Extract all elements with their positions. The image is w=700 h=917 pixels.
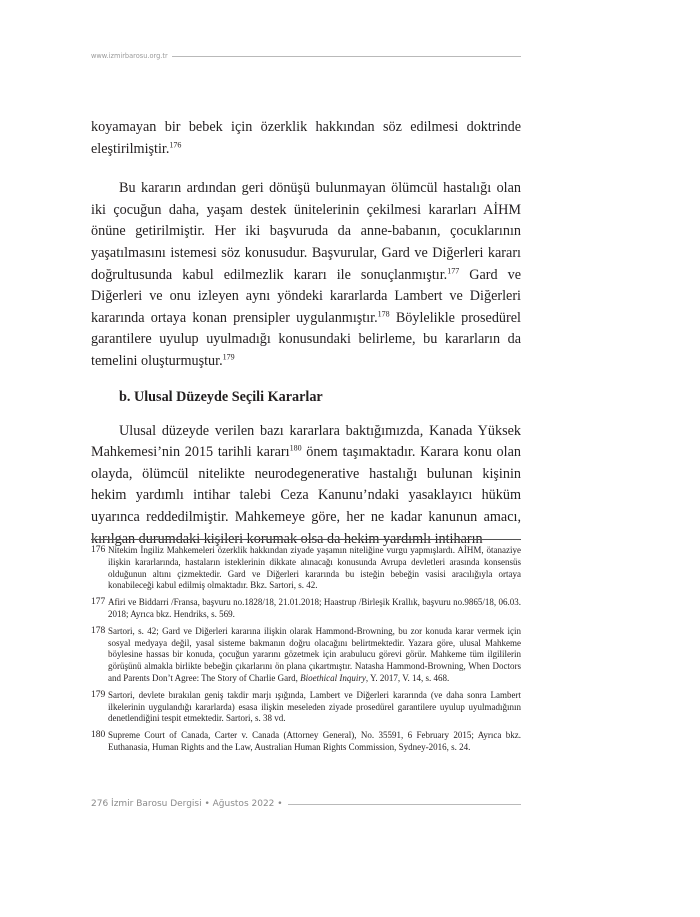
footnote-ref-178[interactable]: 178 (377, 309, 390, 319)
footnote-179 (91, 690, 521, 725)
paragraph-1-text: koyamayan bir bebek için özerklik hakkından söz edilmesi doktrinde eleştirilmiştir. (91, 119, 521, 157)
footnote-180 (91, 730, 521, 754)
footnote-text: Afiri ve Biddarri /Fransa, başvuru no.1828/18, 21.01.2018; Haastrup /Birleşik Krallık, başvuru no.9865/18, 06.03. 2018; Ayrıca bkz. Hendriks, s. 569. (108, 597, 521, 619)
paragraph-2-text-a: Bu kararın ardından geri dönüşü bulunmayan ölümcül hastalığı olan iki çocuğun daha, yaşam destek ünitelerinin çekilmesi kararları AİHM önüne getirilmiştir. Her iki başvuruda da anne-babanın, çocuklarının yaşatılmasını istemesi söz konusudur. Başvurular, Gard ve Diğerleri kararı doğrultusunda kabul edilmezlik kararı ile sonuçlanmıştır. (91, 180, 521, 283)
main-text (91, 117, 521, 550)
paragraph-3-text-b: önem taşımaktadır. Karara konu olan olayda, ölümcül nitelikte neurodegenerative hastalığı bulunan kişinin hekim yardımlı intihar talebi Ceza Kanunu’ndaki yasaklayıcı hüküm uyarınca reddedilmiştir. Mahkemeye göre, her ne kadar kanunun amacı, kırılgan durumdaki kişileri korumak olsa da hekim yardımlı intiharın (91, 444, 521, 547)
page-footer (91, 799, 521, 809)
section-heading: b. Ulusal Düzeyde Seçili Kararlar (119, 388, 323, 405)
site-url-text: www.izmirbarosu.org.tr (91, 52, 168, 60)
footnote-text-container (108, 626, 521, 685)
footnote-text: Nitekim İngiliz Mahkemeleri özerklik hakkından ziyade yaşamın niteliğine vurgu yapmışlardı. AİHM, ötanaziye ilişkin kararlarında, hastaların isteklerinin dikkate alınacağı konusunda Avrupa devletleri arasında konsensüs olduğunun altını çizmektedir. Gard ve Diğerleri kararında bu isteğin bebeğin vasisi aracılığıyla ortaya konabileceği kabul edilmiş olmaktadır. Bkz. Sartori, s. 42. (108, 545, 521, 591)
footnote-number: 177 (91, 597, 106, 608)
paragraph-2 (91, 178, 521, 372)
paragraph-3-text-a: Ulusal düzeyde verilen bazı kararlara baktığımızda, Kanada Yüksek Mahkemesi’nin 2015 tarihli kararı (91, 422, 521, 461)
header-site-url (91, 52, 521, 60)
footnote-text: Supreme Court of Canada, Carter v. Canada (Attorney General), No. 35591, 6 February 2015; Ayrıca bkz. Euthanasia, Human Rights and the Law, Australian Human Rights Commission, Sydney-2016, s. 24. (108, 730, 521, 752)
footnote-ref-179[interactable]: 179 (222, 352, 235, 362)
paragraph-2-text-b: Gard ve Diğerleri ve onu izleyen aynı yöndeki kararlarda Lambert ve Diğerleri kararında ortaya konan prensipler uygulanmıştır. (91, 266, 521, 326)
footnote-number: 176 (91, 545, 106, 555)
footer-rule (288, 804, 521, 805)
footnote-journal-title: Bioethical Inquiry (300, 672, 366, 683)
footnote-number: 178 (91, 625, 106, 636)
footnote-ref-180[interactable]: 180 (289, 443, 302, 453)
footnotes (91, 545, 521, 759)
footnote-number: 179 (91, 689, 106, 700)
footer-text: 276 İzmir Barosu Dergisi • Ağustos 2022 • (91, 799, 283, 809)
footnote-number: 180 (91, 730, 106, 741)
header-rule (172, 56, 521, 57)
footnote-176 (91, 545, 521, 592)
footnote-177 (91, 597, 521, 621)
footnote-ref-176[interactable]: 176 (169, 139, 182, 149)
footnote-ref-177[interactable]: 177 (447, 265, 460, 275)
paragraph-3 (91, 421, 521, 551)
footnote-divider (91, 539, 521, 540)
footnote-text: Sartori, devlete bırakılan geniş takdir marjı ışığında, Lambert ve Diğerleri kararında (ve daha sonra Lambert ilkelerinin uygulandığı kararlarda) esasa ilişkin meseleden ziyade prosedürel garantilere uyulup uyulmadığının denetlendiğini tespit etmektedir. Sartori, s. 38 vd. (108, 689, 521, 724)
footnote-178 (91, 626, 521, 685)
footnote-text: Sartori, s. 42; Gard ve Diğerleri kararına ilişkin olarak Hammond-Browning, bu zor konuda karar vermek için sosyal medyaya değil, yasal sisteme bakmanın doğru olacağını belirtmektedir. Yazara göre, ulusal Mahkeme böylesine hassas bir konuda, çocuğun yararını gözetmek için arabulucu görevi görür. Mahkeme tüm ilgililerin görüşünü almakla birlikte bebeğin çıkarlarını ön plana çıkartmıştır. Natasha Hammond-Browning, When Doctors and Parents Don’t Agree: The Story of Charlie Gard, (108, 625, 521, 683)
paragraph-1 (91, 117, 521, 160)
paragraph-2-text-c: Böylelikle prosedürel garantilere uyulup uyulmadığı konusundaki belirleme, bu kararların da temelini oluşturmuştur. (91, 309, 521, 369)
footnote-text-tail: , Y. 2017, V. 14, s. 468. (365, 672, 450, 683)
